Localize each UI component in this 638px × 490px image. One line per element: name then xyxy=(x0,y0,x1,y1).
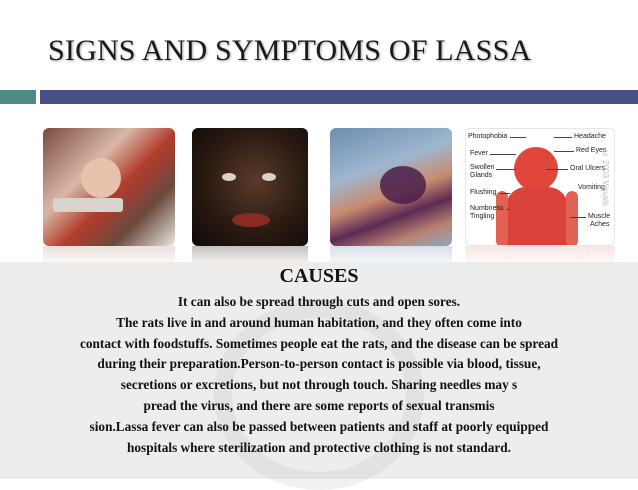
label-oral-ulcers: Oral Ulcers xyxy=(570,165,606,172)
accent-bar-navy xyxy=(40,90,638,104)
torso-shape xyxy=(506,187,568,246)
label-aches: Aches xyxy=(590,221,610,228)
mouth-shape xyxy=(232,213,270,227)
watermark: © 2003 Visuals xyxy=(601,149,610,206)
arm-left-shape xyxy=(496,191,508,246)
causes-line: hospitals where sterilization and protective clothing is not standard. xyxy=(126,439,512,455)
patient-photo-2 xyxy=(192,128,308,246)
label-swollen: Swollen xyxy=(470,164,495,171)
face-shape xyxy=(81,158,121,198)
leader-line xyxy=(496,169,516,170)
label-fever: Fever xyxy=(470,150,488,157)
accent-bar-teal xyxy=(0,90,36,104)
causes-body xyxy=(8,292,630,458)
leader-line xyxy=(570,217,586,218)
leader-line xyxy=(500,193,510,194)
leader-line xyxy=(554,151,574,152)
bruise-shape xyxy=(380,166,426,204)
arm-right-shape xyxy=(566,191,578,246)
leader-line xyxy=(554,137,572,138)
slide-title: SIGNS AND SYMPTOMS OF LASSA xyxy=(48,34,532,67)
causes-line: The rats live in and around human habitation, and they often come into xyxy=(116,314,522,330)
label-numbness: Numbness xyxy=(470,205,504,212)
leader-line xyxy=(546,169,568,170)
label-vomiting: Vomiting xyxy=(578,184,605,191)
patient-photo-3 xyxy=(330,128,452,246)
label-tingling: Tingling xyxy=(470,213,495,220)
causes-line: pread the virus, and there are some reports of sexual transmis xyxy=(143,397,495,413)
label-glands: Glands xyxy=(470,172,493,179)
eye-shape-left xyxy=(222,173,236,181)
label-flushing: Flushing xyxy=(470,189,497,196)
tube-shape xyxy=(53,198,123,212)
leader-line xyxy=(490,154,516,155)
causes-heading: CAUSES xyxy=(279,265,359,287)
causes-line: contact with foodstuffs. Sometimes people eat the rats, and the disease can be spread xyxy=(79,335,559,351)
causes-line: secretions or excretions, but not through touch. Sharing needles may s xyxy=(120,377,518,393)
leader-line xyxy=(506,209,510,210)
eye-shape-right xyxy=(262,173,276,181)
causes-line: during their preparation.Person-to-person contact is possible via blood, tissue, xyxy=(97,356,541,372)
label-headache: Headache xyxy=(574,133,606,140)
label-photophobia: Photophobia xyxy=(468,133,508,140)
label-muscle: Muscle xyxy=(588,213,611,220)
causes-line: It can also be spread through cuts and open sores. xyxy=(177,294,461,309)
leader-line xyxy=(510,137,526,138)
symptom-diagram xyxy=(465,128,615,246)
patient-photo-1 xyxy=(43,128,175,246)
label-red-eyes: Red Eyes xyxy=(576,147,607,154)
causes-line: sion.Lassa fever can also be passed between patients and staff at poorly equipped xyxy=(89,418,549,434)
